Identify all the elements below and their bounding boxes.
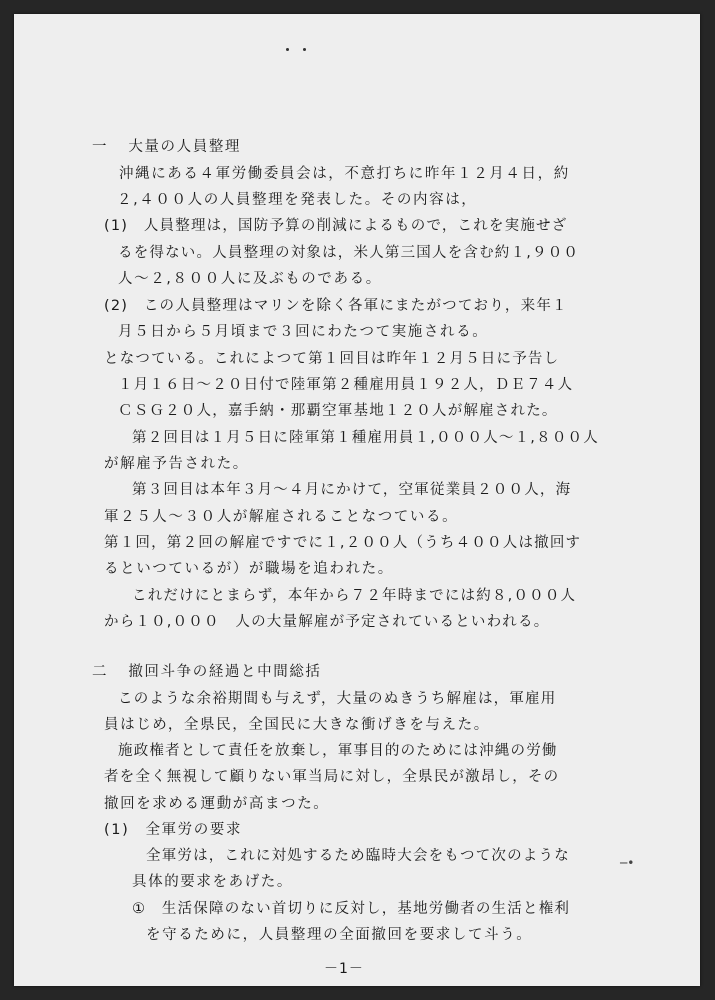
text-line: 沖縄にある４軍労働委員会は，不意打ちに昨年１２月４日，約 [119,166,570,182]
text-line: 具体的要求をあげた。 [132,874,293,890]
pen-mark: ─• [620,856,635,870]
document-body [14,14,700,986]
list-item: (1) 人員整理は，国防予算の削減によるもので，これを実施せざ [104,218,568,234]
text-line: このような余裕期間も与えず，大量のぬきうち解雇は，軍雇用 [118,691,557,707]
text-line: 全軍労は，これに対処するため臨時大会をもつて次のような [146,848,570,864]
document-page [14,14,700,986]
text-line: 月５日から５月頃まで３回にわたつて実施される。 [118,324,489,340]
text-line: 人～２,８００人に及ぶものである。 [118,271,382,287]
text-line: これだけにとまらず，本年から７２年時までには約８,０００人 [132,588,577,604]
text-line: 員はじめ，全県民，全国民に大きな衝げきを与えた。 [104,717,490,733]
section-number: 一 [92,139,109,155]
text-line: ２,４００人の人員整理を発表した。その内容は， [117,192,478,208]
section-number: 二 [92,664,109,680]
text-line: を守るために，人員整理の全面撤回を要求して斗う。 [146,927,533,943]
text-line: から１０,０００ 人の大量解雇が予定されているといわれる。 [104,614,550,630]
text-line: 第１回，第２回の解雇ですでに１,２００人（うち４００人は撤回す [104,535,582,551]
list-item: (2) この人員整理はマリンを除く各軍にまたがつており，来年１ [104,298,568,314]
text-line: 施政権者として責任を放棄し，軍事目的のためには沖縄の労働 [118,743,558,759]
text-line: 撤回を求める運動が高まつた。 [104,796,330,812]
text-line: となつている。これによつて第１回目は昨年１２月５日に予告し [104,351,560,367]
section-heading [92,663,322,681]
section-title: 大量の人員整理 [128,139,242,155]
text-line: ＣＳＧ２０人，嘉手納・那覇空軍基地１２０人が解雇された。 [118,403,558,419]
text-line: 第２回目は１月５日に陸軍第１種雇用員１,０００人～１,８００人 [132,430,599,446]
section-heading [92,138,241,156]
page-number: －1－ [324,961,364,977]
text-line: 軍２５人～３０人が解雇されることなつている。 [104,509,459,525]
text-line: るを得ない。人員整理の対象は，米人第三国人を含む約１,９００ [118,245,580,261]
list-item: ① 生活保障のない首切りに反対し，基地労働者の生活と権利 [132,901,571,917]
text-line: が解雇予告された。 [104,456,249,472]
text-line: 第３回目は本年３月～４月にかけて，空軍従業員２００人，海 [132,482,572,498]
text-line: １月１６日～２０日付で陸軍第２種雇用員１９２人，ＤＥ７４人 [118,377,574,393]
list-item: (1) 全軍労の要求 [104,822,243,838]
text-line: 者を全く無視して顧りない軍当局に対し，全県民が激昂し，その [104,769,560,785]
section-title: 撤回斗争の経過と中間総括 [128,664,322,680]
text-line: るといつているが）が職場を追われた。 [104,561,394,577]
